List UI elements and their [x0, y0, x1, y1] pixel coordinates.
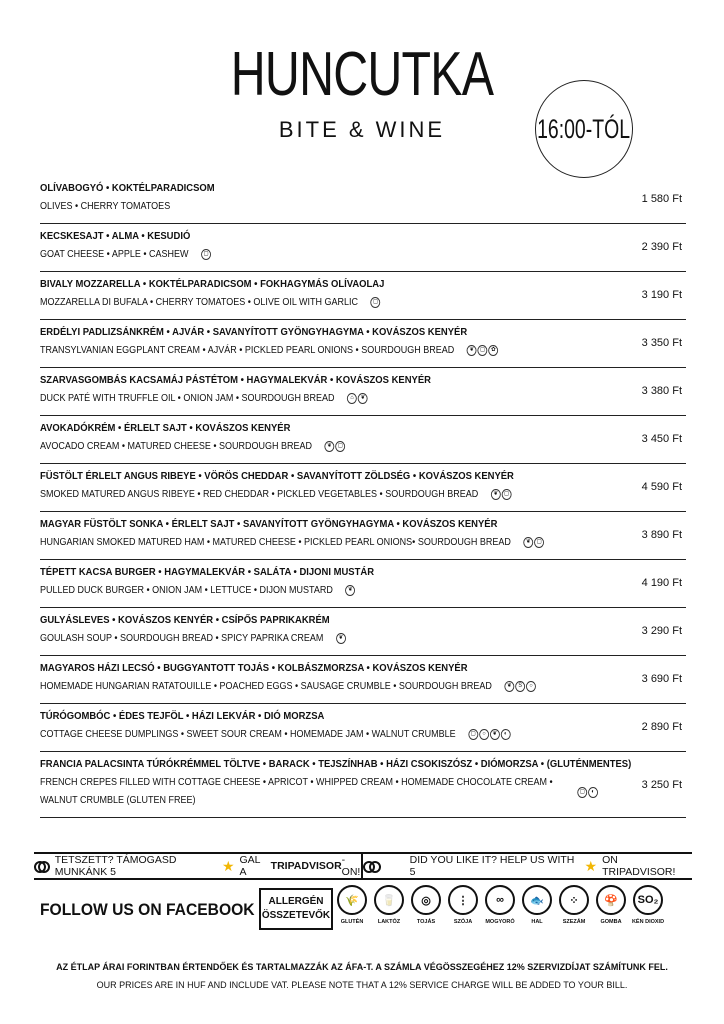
fish-icon: 🐟: [522, 885, 552, 915]
allergen-legend-title: ALLERGÉN ÖSSZETEVŐK: [259, 888, 333, 930]
allergen-legend-item: [557, 885, 591, 925]
menu-item-name-hu: ERDÉLYI PADLIZSÁNKRÉM • AJVÁR • SAVANYÍTOTT GYÖNGYHAGYMA • KOVÁSZOS KENYÉR: [40, 326, 468, 338]
nut-icon: ◐: [501, 729, 511, 740]
menu-item-name-en: PULLED DUCK BURGER • ONION JAM • LETTUCE • DIJON MUSTARD ❦: [40, 585, 355, 596]
lactose-icon: ▢: [577, 787, 587, 798]
gluten-icon: ❦: [467, 345, 477, 356]
menu-item-name-hu: FÜSTÖLT ÉRLELT ANGUS RIBEYE • VÖRÖS CHEDDAR • SAVANYÍTOTT ZÖLDSÉG • KOVÁSZOS KENYÉR: [40, 470, 514, 482]
allergen-icons: [347, 393, 368, 404]
menu-item-price: 3 290 Ft: [641, 625, 682, 637]
menu-item: [40, 176, 686, 224]
menu-item-name-en: AVOCADO CREAM • MATURED CHEESE • SOURDOUGH BREAD ❦ ▢: [40, 441, 345, 452]
peanut-icon: ∞: [485, 885, 515, 915]
menu-item: [40, 464, 686, 512]
menu-item-name-hu: SZARVASGOMBÁS KACSAMÁJ PÁSTÉTOM • HAGYMALEKVÁR • KOVÁSZOS KENYÉR: [40, 374, 431, 386]
allergen-icons: [577, 787, 598, 798]
egg-icon: ○: [479, 729, 489, 740]
menu-item-name-en: HOMEMADE HUNGARIAN RATATOUILLE • POACHED EGGS • SAUSAGE CRUMBLE • SOURDOUGH BREAD ❦ S ○: [40, 681, 536, 692]
menu-item-name-en: MOZZARELLA DI BUFALA • CHERRY TOMATOES • OLIVE OIL WITH GARLIC ▢: [40, 297, 381, 308]
menu-item: [40, 752, 686, 818]
allergen-legend-item: [409, 885, 443, 925]
gluten-icon: ❦: [358, 393, 368, 404]
tripadvisor-hu: TETSZETT? TÁMOGASD MUNKÁNK 5 ★ GAL A TRIPADVISOR -ON!: [34, 854, 363, 878]
menu-item-name-hu: KECSKESAJT • ALMA • KESUDIÓ: [40, 230, 191, 242]
tripadvisor-owl-icon: [34, 861, 50, 871]
allergen-label: GOMBA: [600, 919, 622, 925]
menu-item-name-en: FRENCH CREPES FILLED WITH COTTAGE CHEESE • APRICOT • WHIPPED CREAM • HOMEMADE CHOCOLATE CREAM • WALNUT CRUMBLE (GLUTEN FREE) ▢ ◐: [40, 774, 598, 810]
allergen-label: TOJÁS: [416, 919, 436, 925]
menu-item-name-hu: TÚRÓGOMBÓC • ÉDES TEJFÖL • HÁZI LEKVÁR • DIÓ MORZSA: [40, 710, 325, 722]
allergen-legend-item: [520, 885, 554, 925]
egg-icon: ○: [526, 681, 536, 692]
opening-time: 16:00-TÓL: [537, 113, 631, 144]
allergen-icons: [371, 297, 381, 308]
gluten-icon: ❦: [491, 489, 501, 500]
soy-icon: ⋮: [448, 885, 478, 915]
tripadvisor-owl-icon: [363, 861, 381, 871]
menu-item: [40, 608, 686, 656]
menu-item: [40, 512, 686, 560]
allergen-legend-item: [594, 885, 628, 925]
allergen-label: HAL: [531, 919, 543, 925]
so2-icon: S: [515, 681, 525, 692]
menu-item: [40, 368, 686, 416]
lactose-icon: ▢: [371, 297, 381, 308]
nut-icon: ◐: [588, 787, 598, 798]
menu-item-price: 1 580 Ft: [641, 193, 682, 205]
menu-item-price: 4 590 Ft: [641, 481, 682, 493]
facebook-follow[interactable]: FOLLOW US ON FACEBOOK: [40, 900, 255, 919]
allergen-label: SZEZÁM: [562, 919, 586, 925]
allergen-legend-item: [446, 885, 480, 925]
lactose-icon: ▢: [502, 489, 512, 500]
menu-item-name-en: GOAT CHEESE • APPLE • CASHEW ▢: [40, 249, 211, 260]
menu-item-price: 3 380 Ft: [641, 385, 682, 397]
menu-item: [40, 272, 686, 320]
sesame-icon: ⁘: [559, 885, 589, 915]
menu-item-price: 3 250 Ft: [641, 779, 682, 791]
so2-icon: SO₂: [633, 885, 663, 915]
allergen-legend: [335, 885, 665, 925]
mushroom-icon: 🍄: [596, 885, 626, 915]
menu-item: [40, 560, 686, 608]
gluten-icon: ❦: [336, 633, 346, 644]
tripadvisor-link-hu[interactable]: TRIPADVISOR: [270, 860, 342, 872]
menu-item-price: 2 890 Ft: [641, 721, 682, 733]
lactose-icon: ▢: [201, 249, 211, 260]
menu-item-name-hu: BIVALY MOZZARELLA • KOKTÉLPARADICSOM • FOKHAGYMÁS OLÍVAOLAJ: [40, 278, 385, 290]
allergen-icons: [504, 681, 536, 692]
brand-name: HUNCUTKA: [230, 40, 494, 109]
gluten-icon: 🌾: [337, 885, 367, 915]
menu-item-price: 2 390 Ft: [641, 241, 682, 253]
egg-icon: ◎: [411, 885, 441, 915]
gluten-icon: ❦: [490, 729, 500, 740]
allergen-icons: [468, 729, 510, 740]
allergen-legend-item: [483, 885, 517, 925]
gluten-icon: ❦: [325, 441, 335, 452]
menu-item: [40, 416, 686, 464]
allergen-icons: [336, 633, 346, 644]
menu-item-name-en: DUCK PATÉ WITH TRUFFLE OIL • ONION JAM • SOURDOUGH BREAD ⌂ ❦: [40, 393, 368, 404]
allergen-label: LAKTÓZ: [377, 919, 401, 925]
menu-item-price: 3 450 Ft: [641, 433, 682, 445]
menu-item-name-en: GOULASH SOUP • SOURDOUGH BREAD • SPICY PAPRIKA CREAM ❦: [40, 633, 346, 644]
gluten-icon: ❦: [523, 537, 533, 548]
menu-item-price: 3 350 Ft: [641, 337, 682, 349]
menu-item-name-en: COTTAGE CHEESE DUMPLINGS • SWEET SOUR CREAM • HOMEMADE JAM • WALNUT CRUMBLE ▢ ○ ❦ ◐: [40, 729, 511, 740]
menu-item-name-hu: MAGYAROS HÁZI LECSÓ • BUGGYANTOTT TOJÁS • KOLBÁSZMORZSA • KOVÁSZOS KENYÉR: [40, 662, 468, 674]
allergen-label: GLUTÉN: [340, 919, 364, 925]
menu-item-name-hu: TÉPETT KACSA BURGER • HAGYMALEKVÁR • SALÁTA • DIJONI MUSTÁR: [40, 566, 375, 578]
opening-time-badge: [535, 80, 633, 178]
allergen-icons: [201, 249, 211, 260]
star-icon: ★: [221, 858, 235, 874]
menu-item-price: 3 890 Ft: [641, 529, 682, 541]
lactose-icon: ▢: [534, 537, 544, 548]
menu-list: [40, 176, 686, 818]
allergen-legend-item: [372, 885, 406, 925]
menu-item-name-hu: AVOKADÓKRÉM • ÉRLELT SAJT • KOVÁSZOS KENYÉR: [40, 422, 291, 434]
allergen-label: MOGYORÓ: [485, 919, 515, 925]
menu-item-name-en: TRANSYLVANIAN EGGPLANT CREAM • AJVÁR • PICKLED PEARL ONIONS • SOURDOUGH BREAD ❦ ▢ ✿: [40, 345, 498, 356]
menu-item-price: 3 190 Ft: [641, 289, 682, 301]
menu-item-name-en: SMOKED MATURED ANGUS RIBEYE • RED CHEDDAR • PICKLED VEGETABLES • SOURDOUGH BREAD ❦ ▢: [40, 489, 512, 500]
menu-item-name-hu: FRANCIA PALACSINTA TÚRÓKRÉMMEL TÖLTVE • BARACK • TEJSZÍNHAB • HÁZI CSOKISZÓSZ • DIÓMORZSA • (GLUTÉNMENTES): [40, 758, 632, 770]
lactose-icon: ▢: [478, 345, 488, 356]
brand-subtitle: BITE & WINE: [278, 117, 446, 142]
menu-item-name-hu: OLÍVABOGYÓ • KOKTÉLPARADICSOM: [40, 182, 215, 194]
menu-item: [40, 224, 686, 272]
menu-item: [40, 320, 686, 368]
allergen-label: SZÓJA: [453, 919, 473, 925]
menu-item-name-en: OLIVES • CHERRY TOMATOES: [40, 201, 171, 212]
lactose-icon: 🥛: [374, 885, 404, 915]
allergen-icons: [345, 585, 355, 596]
menu-item-name-hu: MAGYAR FÜSTÖLT SONKA • ÉRLELT SAJT • SAVANYÍTOTT GYÖNGYHAGYMA • KOVÁSZOS KENYÉR: [40, 518, 498, 530]
lactose-icon: ▢: [468, 729, 478, 740]
menu-item-name-en: HUNGARIAN SMOKED MATURED HAM • MATURED CHEESE • PICKLED PEARL ONIONS• SOURDOUGH BREAD ❦ ▢: [40, 537, 544, 548]
gluten-icon: ❦: [504, 681, 514, 692]
allergen-icons: [491, 489, 512, 500]
allergen-legend-item: [335, 885, 369, 925]
tripadvisor-en: DID YOU LIKE IT? HELP US WITH 5 ★ ON TRIPADVISOR!: [363, 854, 692, 878]
price-note-hu: AZ ÉTLAP ÁRAI FORINTBAN ÉRTENDŐEK ÉS TARTALMAZZÁK AZ ÁFA-T. A SZÁMLA VÉGÖSSZEGÉHEZ 12% SZERVIZDÍJAT SZÁMÍTUNK FEL.: [56, 962, 668, 972]
mushroom-icon: ⌂: [347, 393, 357, 404]
mustard-icon: ✿: [488, 345, 498, 356]
allergen-icons: [523, 537, 544, 548]
menu-item-name-hu: GULYÁSLEVES • KOVÁSZOS KENYÉR • CSÍPŐS PAPRIKAKRÉM: [40, 614, 330, 626]
tripadvisor-bar: [34, 852, 692, 880]
gluten-icon: ❦: [345, 585, 355, 596]
allergen-legend-item: [631, 885, 665, 925]
tripadvisor-link-en[interactable]: ON TRIPADVISOR!: [602, 854, 676, 878]
lactose-icon: ▢: [335, 441, 345, 452]
star-icon: ★: [584, 858, 598, 874]
allergen-label: KÉN DIOXID: [631, 919, 665, 925]
menu-item-price: 3 690 Ft: [641, 673, 682, 685]
menu-item-price: 4 190 Ft: [641, 577, 682, 589]
price-note-en: OUR PRICES ARE IN HUF AND INCLUDE VAT. PLEASE NOTE THAT A 12% SERVICE CHARGE WILL BE ADDED TO YOUR BILL.: [96, 980, 628, 990]
menu-item: [40, 704, 686, 752]
allergen-icons: [325, 441, 346, 452]
menu-item: [40, 656, 686, 704]
allergen-icons: [467, 345, 499, 356]
